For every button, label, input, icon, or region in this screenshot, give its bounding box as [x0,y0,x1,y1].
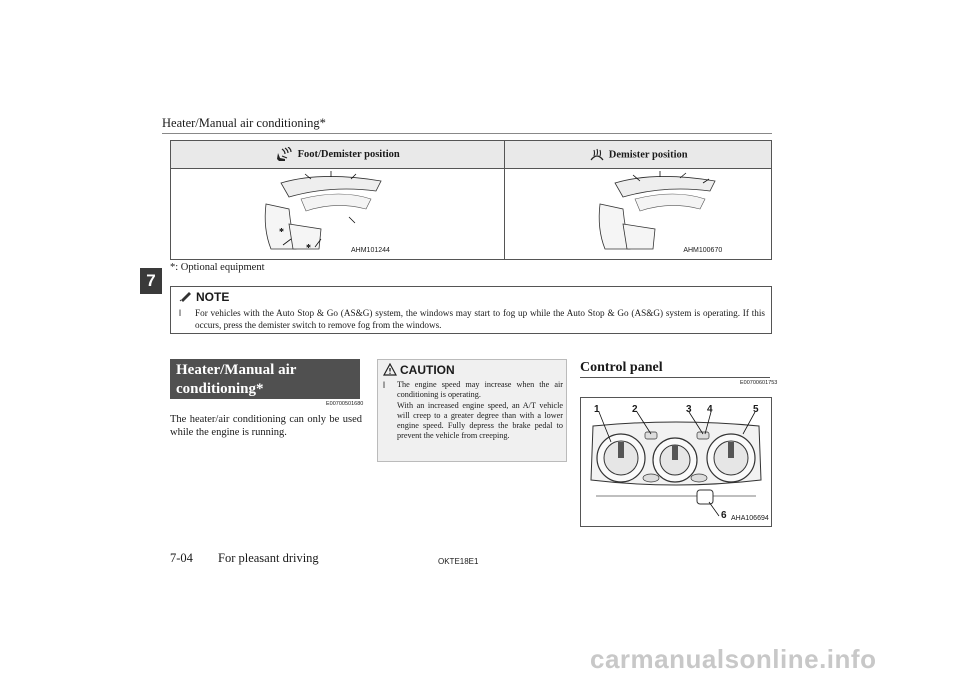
callout-6: 6 [721,510,727,521]
demister-illustration-cell [505,169,772,260]
control-panel-code: E00700601753 [740,380,778,386]
demister-image-code: AHM100670 [683,247,723,254]
foot-demister-icon [276,147,294,162]
callout-5: 5 [753,404,759,415]
foot-demister-image-code: AHM101244 [351,247,390,254]
note-heading: NOTE [179,290,229,304]
svg-text:*: * [279,227,284,238]
section-code: E00700501680 [326,401,364,407]
footnote: *: Optional equipment [170,262,265,273]
positions-table [170,140,772,260]
note-text: For vehicles with the Auto Stop & Go (AS&G) system, the windows may start to fog up while the Auto Stop & Go (AS&G) system is operating. If this occurs, press the demister switch to remove fog from the windows. [195,308,765,330]
caution-body [383,380,563,442]
svg-text:*: * [306,243,311,254]
control-panel-image-code: AHA106694 [731,515,769,522]
caution-text-1: The engine speed may increase when the air conditioning is operating. [397,380,563,400]
foot-demister-header [171,141,505,169]
running-header: Heater/Manual air conditioning* [162,116,326,130]
demister-illustration [505,169,805,259]
demister-header [505,141,772,169]
callout-2: 2 [632,404,638,415]
caution-box [377,359,567,462]
callout-3: 3 [686,404,692,415]
demister-icon [589,148,605,162]
control-panel-heading: Control panel [580,360,663,375]
note-bullet: l [179,308,181,318]
caution-heading: CAUTION [383,363,455,377]
control-panel-rule [580,377,770,378]
section-footer-title: For pleasant driving [218,551,319,565]
chapter-tab: 7 [140,268,162,294]
demister-label: Demister position [608,148,688,160]
foot-demister-label: Foot/Demister position [297,148,400,160]
warning-triangle-icon [383,363,397,376]
control-panel-drawing [581,398,771,526]
header-rule [162,133,772,134]
page-number: 7-04 [170,551,193,565]
foot-demister-illustration-cell [171,169,505,260]
callout-1: 1 [594,404,600,415]
foot-demister-illustration [171,169,471,259]
caution-bullet: l [383,380,385,390]
caution-text-2: With an increased engine speed, an A/T vehicle will creep to a greater degree than with a lower engine speed. Fully depress the brake pedal to prevent the vehicle from creeping. [397,400,563,441]
document-code: OKTE18E1 [438,557,479,566]
note-box [170,286,772,334]
section-intro: The heater/air conditioning can only be used while the engine is running. [170,414,362,438]
callout-4: 4 [707,404,713,415]
control-panel-illustration [580,397,772,527]
note-body [179,308,765,331]
watermark: carmanualsonline.info [590,644,877,674]
section-heading: Heater/Manual air conditioning* [170,359,360,399]
note-pencil-icon [179,290,193,302]
